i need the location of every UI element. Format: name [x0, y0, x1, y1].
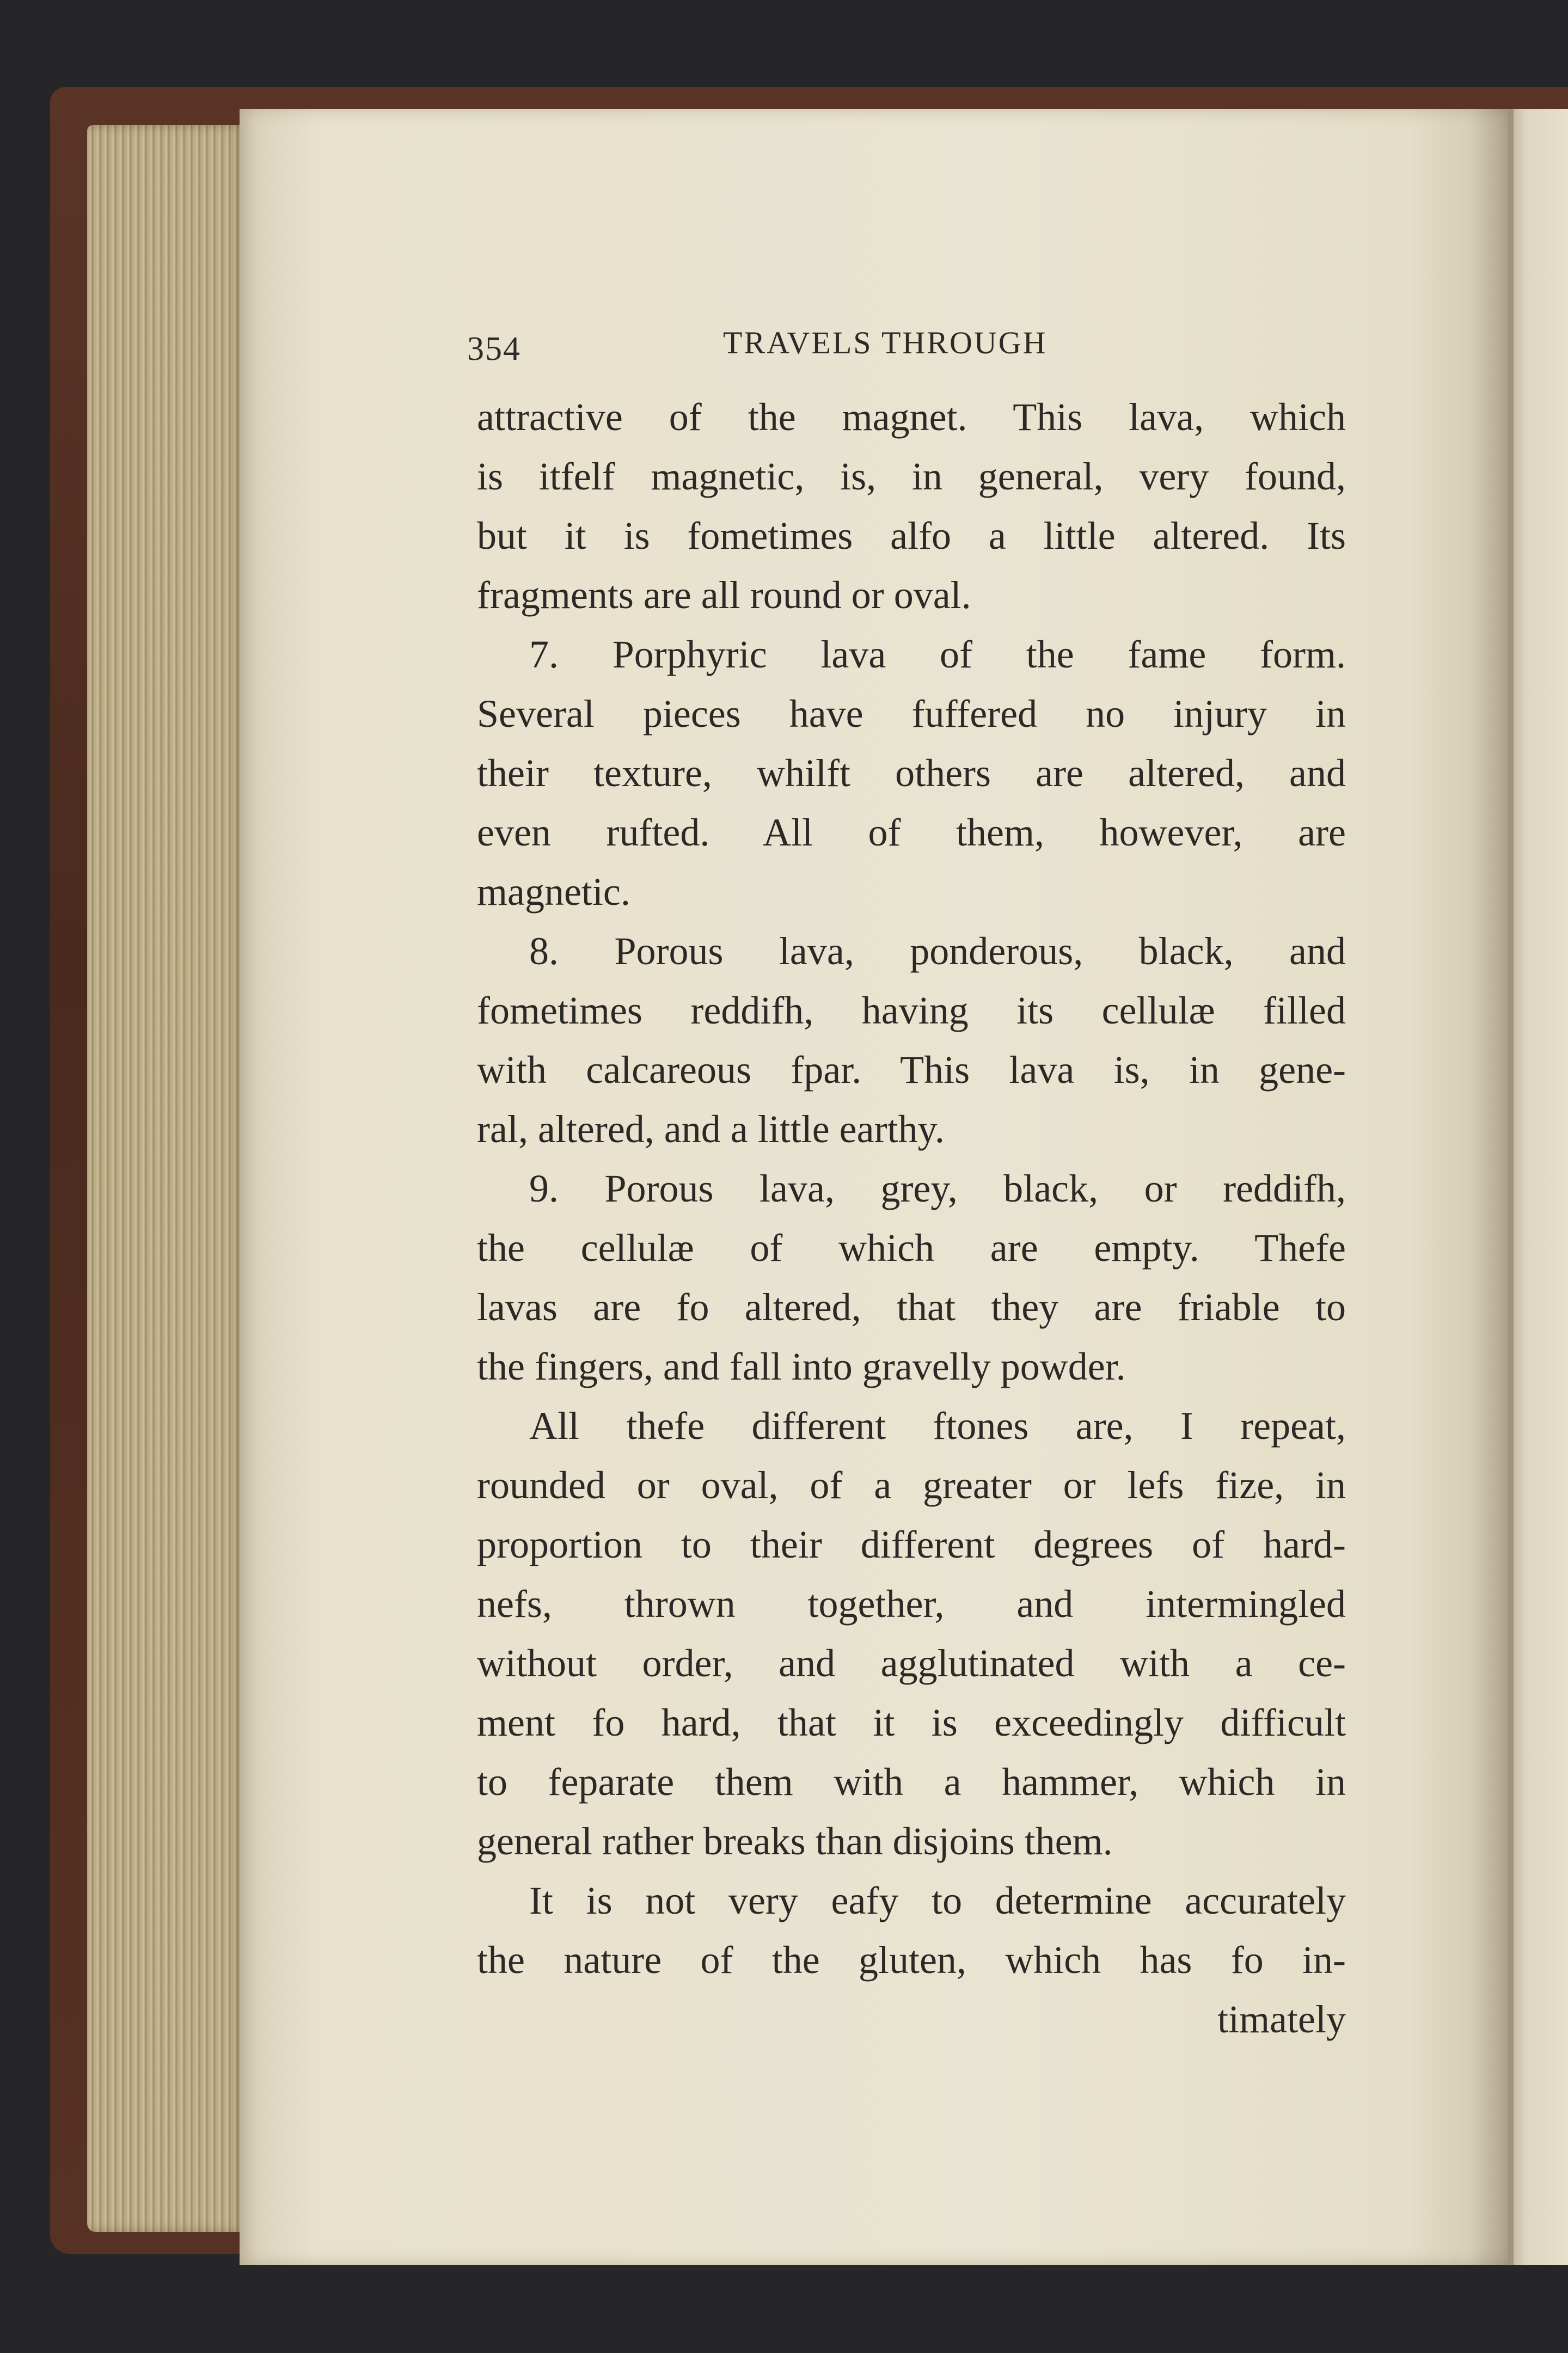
text-line: the fingers, and fall into gravelly powder.	[477, 1345, 1126, 1388]
catchword: timately	[1217, 1997, 1346, 2041]
text-line: with calcareous fpar. This lava is, in gene-	[477, 1048, 1346, 1092]
text-line: ment fo hard, that it is exceedingly difficult	[477, 1701, 1346, 1744]
text-line: general rather breaks than disjoins them.	[477, 1819, 1113, 1863]
text-line: 7. Porphyric lava of the fame form.	[529, 633, 1346, 676]
text-line: the cellulæ of which are empty. Thefe	[477, 1226, 1346, 1270]
text-line: but it is fometimes alfo a little altered. Its	[477, 514, 1346, 557]
running-head	[467, 321, 1338, 370]
text-line: to feparate them with a hammer, which in	[477, 1760, 1346, 1804]
text-line: proportion to their different degrees of hard-	[477, 1523, 1346, 1566]
text-line: rounded or oval, of a greater or lefs fize, in	[477, 1463, 1346, 1507]
text-line: lavas are fo altered, that they are friable to	[477, 1285, 1346, 1329]
text-line: the nature of the gluten, which has fo in-	[477, 1938, 1346, 1982]
text-line: attractive of the magnet. This lava, which	[477, 395, 1346, 439]
page-edges	[87, 125, 245, 2232]
text-line: even rufted. All of them, however, are	[477, 811, 1346, 854]
text-line: nefs, thrown together, and intermingled	[477, 1582, 1346, 1626]
text-line: their texture, whilft others are altered, and	[477, 751, 1346, 795]
page-number: 354	[467, 330, 521, 367]
text-line: It is not very eafy to determine accurately	[529, 1879, 1346, 1922]
text-line: fragments are all round or oval.	[477, 573, 971, 617]
text-line: fometimes reddifh, having its cellulæ filled	[477, 989, 1346, 1032]
facing-page-edge	[1508, 109, 1568, 2265]
body-text	[477, 388, 1346, 2049]
text-line: 8. Porous lava, ponderous, black, and	[529, 929, 1346, 973]
text-line: All thefe different ftones are, I repeat,	[529, 1404, 1346, 1448]
text-line: ral, altered, and a little earthy.	[477, 1107, 945, 1151]
text-line: 9. Porous lava, grey, black, or reddifh,	[529, 1167, 1346, 1210]
running-head-title: TRAVELS THROUGH	[723, 325, 1048, 360]
gutter-shadow	[1470, 109, 1514, 2265]
text-line: is itfelf magnetic, is, in general, very found,	[477, 455, 1346, 498]
text-line: without order, and agglutinated with a ce-	[477, 1641, 1346, 1685]
text-line: Several pieces have fuffered no injury in	[477, 692, 1346, 736]
text-line: magnetic.	[477, 870, 630, 914]
